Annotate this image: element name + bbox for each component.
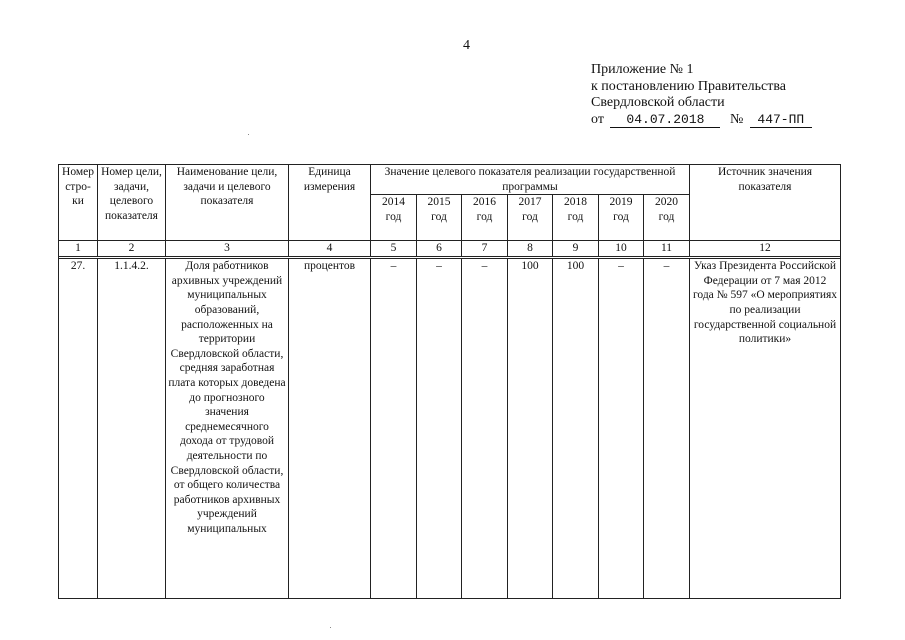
number-prefix: № — [729, 111, 744, 127]
column-number: 6 — [417, 241, 462, 257]
header-year: 2017 год — [508, 195, 553, 241]
header-source: Источник значения показателя — [690, 165, 841, 241]
header-name: Наименование цели, задачи и целевого показателя — [166, 165, 289, 241]
value-2014-cell: – — [371, 259, 417, 599]
appendix-title: Приложение № 1 — [591, 62, 694, 77]
column-number: 11 — [644, 241, 690, 257]
appendix-date-number-line — [591, 112, 812, 129]
header-year: 2015 год — [417, 195, 462, 241]
source-cell: Указ Президента Российской Федерации от 7 мая 2012 года № 597 «О мероприятиях по реализации государственной социальной политики» — [690, 259, 841, 599]
indicators-table — [58, 164, 841, 599]
value-2020-cell: – — [644, 259, 690, 599]
number-value: 447-ПП — [757, 111, 805, 127]
goal-number-cell: 1.1.4.2. — [98, 259, 166, 599]
row-number-cell: 27. — [59, 259, 98, 599]
date-underline — [610, 113, 720, 128]
header-year: 2020 год — [644, 195, 690, 241]
date-prefix: от — [591, 111, 604, 127]
value-2015-cell: – — [417, 259, 462, 599]
value-2018-cell: 100 — [553, 259, 599, 599]
header-year: 2019 год — [599, 195, 644, 241]
table-row — [59, 259, 841, 599]
header-values-group: Значение целевого показателя реализации государственной программы — [371, 165, 690, 195]
column-number: 4 — [289, 241, 371, 257]
header-unit: Единица измерения — [289, 165, 371, 241]
scan-speck — [330, 627, 331, 628]
column-number: 10 — [599, 241, 644, 257]
column-number: 3 — [166, 241, 289, 257]
column-number: 5 — [371, 241, 417, 257]
value-2017-cell: 100 — [508, 259, 553, 599]
header-year: 2018 год — [553, 195, 599, 241]
column-numbers-row — [59, 241, 841, 257]
number-underline — [750, 113, 812, 128]
appendix-region-line: Свердловской области — [591, 95, 725, 110]
header-row-number: Номер стро-ки — [59, 165, 98, 241]
column-number: 8 — [508, 241, 553, 257]
column-number: 9 — [553, 241, 599, 257]
column-number: 2 — [98, 241, 166, 257]
value-2019-cell: – — [599, 259, 644, 599]
appendix-decree-line: к постановлению Правительства — [591, 78, 787, 94]
column-number: 7 — [462, 241, 508, 257]
header-year: 2016 год — [462, 195, 508, 241]
appendix-header — [591, 62, 812, 128]
header-year: 2014 год — [371, 195, 417, 241]
date-value: 04.07.2018 — [626, 111, 705, 127]
unit-cell: процентов — [289, 259, 371, 599]
page-number: 4 — [463, 38, 470, 53]
header-row — [59, 165, 841, 195]
scan-speck — [248, 134, 249, 135]
header-goal-number: Номер цели, задачи, целевого показателя — [98, 165, 166, 241]
indicator-name-cell: Доля работников архивных учреждений муниципальных образований, расположенных на территории Свердловской области, средняя заработная плата которых доведена до прогнозного значения среднемесячного дохода от трудовой деятельности по Свердловской области, от общего количества работников архивных учреждений муниципальных — [166, 259, 289, 599]
value-2016-cell: – — [462, 259, 508, 599]
column-number: 12 — [690, 241, 841, 257]
column-number: 1 — [59, 241, 98, 257]
